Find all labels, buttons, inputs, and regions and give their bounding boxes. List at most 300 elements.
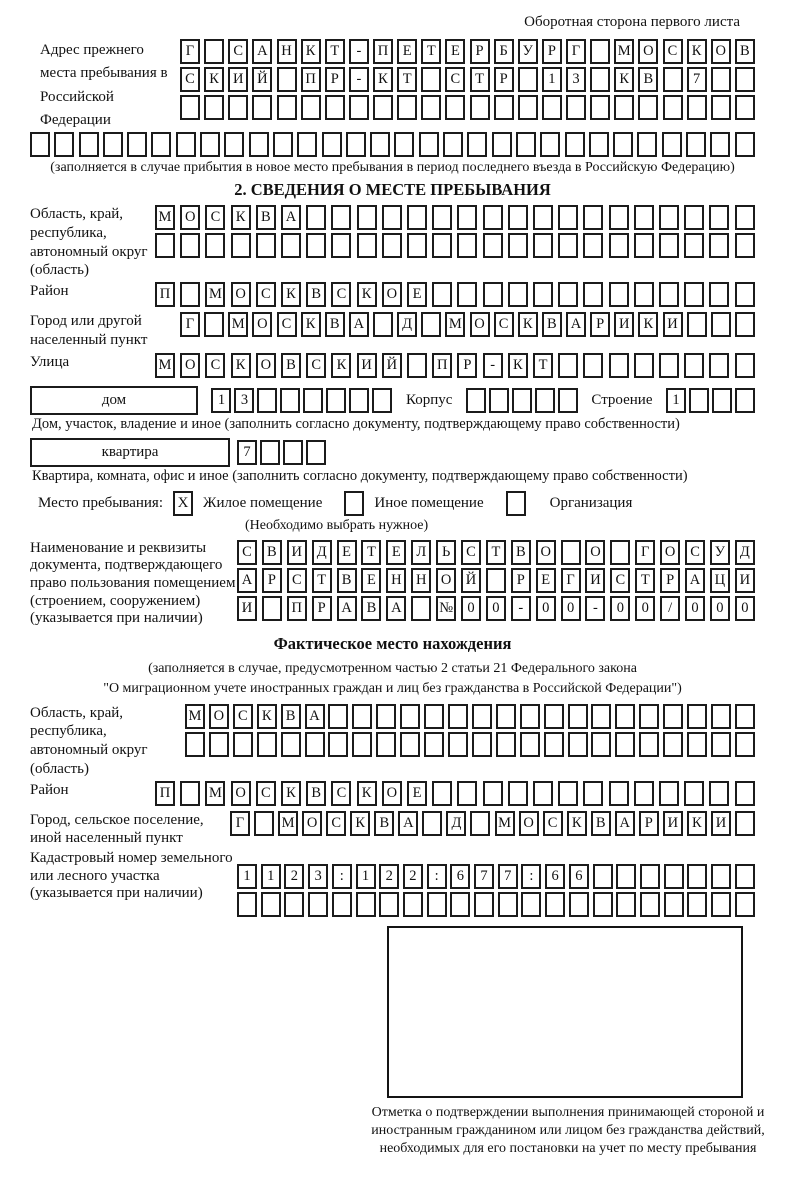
char-cell[interactable] bbox=[448, 704, 468, 729]
char-cell[interactable] bbox=[735, 811, 755, 836]
char-cell[interactable] bbox=[583, 282, 603, 307]
char-cell[interactable]: Е bbox=[337, 540, 357, 565]
char-cell[interactable]: Г bbox=[180, 39, 200, 64]
char-cell[interactable] bbox=[397, 95, 417, 120]
char-cell[interactable]: 7 bbox=[687, 67, 707, 92]
char-cell[interactable]: С bbox=[205, 205, 225, 230]
char-cell[interactable] bbox=[443, 132, 463, 157]
char-cell[interactable] bbox=[400, 732, 420, 757]
char-cell[interactable] bbox=[332, 892, 352, 917]
char-cell[interactable] bbox=[155, 233, 175, 258]
char-cell[interactable] bbox=[421, 312, 441, 337]
char-cell[interactable]: А bbox=[349, 312, 369, 337]
char-cell[interactable]: С bbox=[205, 353, 225, 378]
char-cell[interactable] bbox=[424, 704, 444, 729]
char-cell[interactable] bbox=[512, 388, 532, 413]
char-cell[interactable]: О bbox=[536, 540, 556, 565]
char-cell[interactable] bbox=[735, 67, 755, 92]
char-cell[interactable] bbox=[616, 864, 636, 889]
char-cell[interactable] bbox=[735, 233, 755, 258]
char-cell[interactable] bbox=[687, 95, 707, 120]
char-cell[interactable]: И bbox=[614, 312, 634, 337]
char-cell[interactable] bbox=[616, 892, 636, 917]
char-cell[interactable] bbox=[445, 95, 465, 120]
char-cell[interactable] bbox=[331, 205, 351, 230]
char-cell[interactable]: О bbox=[436, 568, 456, 593]
char-cell[interactable] bbox=[261, 892, 281, 917]
char-cell[interactable]: 0 bbox=[735, 596, 755, 621]
char-cell[interactable] bbox=[331, 233, 351, 258]
char-cell[interactable] bbox=[614, 95, 634, 120]
char-cell[interactable]: В bbox=[511, 540, 531, 565]
char-cell[interactable] bbox=[568, 704, 588, 729]
char-cell[interactable]: Ь bbox=[436, 540, 456, 565]
char-cell[interactable]: - bbox=[483, 353, 503, 378]
char-cell[interactable] bbox=[346, 132, 366, 157]
char-cell[interactable] bbox=[663, 704, 683, 729]
char-cell[interactable] bbox=[328, 704, 348, 729]
char-cell[interactable]: С bbox=[461, 540, 481, 565]
char-cell[interactable] bbox=[659, 781, 679, 806]
char-cell[interactable]: Р bbox=[494, 67, 514, 92]
char-cell[interactable] bbox=[709, 781, 729, 806]
char-cell[interactable] bbox=[735, 732, 755, 757]
char-cell[interactable]: Д bbox=[446, 811, 466, 836]
char-cell[interactable]: 2 bbox=[284, 864, 304, 889]
char-cell[interactable] bbox=[542, 95, 562, 120]
char-cell[interactable] bbox=[610, 540, 630, 565]
char-cell[interactable] bbox=[711, 312, 731, 337]
char-cell[interactable]: К bbox=[331, 353, 351, 378]
char-cell[interactable]: С bbox=[331, 282, 351, 307]
char-cell[interactable]: О bbox=[585, 540, 605, 565]
char-cell[interactable]: Т bbox=[533, 353, 553, 378]
char-cell[interactable] bbox=[357, 233, 377, 258]
char-cell[interactable] bbox=[686, 132, 706, 157]
char-cell[interactable]: М bbox=[278, 811, 298, 836]
char-cell[interactable]: Е bbox=[397, 39, 417, 64]
char-cell[interactable] bbox=[711, 95, 731, 120]
char-cell[interactable] bbox=[639, 732, 659, 757]
char-cell[interactable]: Е bbox=[407, 781, 427, 806]
char-cell[interactable] bbox=[303, 388, 323, 413]
char-cell[interactable]: 0 bbox=[461, 596, 481, 621]
char-cell[interactable] bbox=[634, 233, 654, 258]
char-cell[interactable]: О bbox=[256, 353, 276, 378]
char-cell[interactable]: В bbox=[638, 67, 658, 92]
char-cell[interactable] bbox=[403, 892, 423, 917]
char-cell[interactable]: Т bbox=[397, 67, 417, 92]
char-cell[interactable]: М bbox=[495, 811, 515, 836]
char-cell[interactable] bbox=[583, 781, 603, 806]
char-cell[interactable] bbox=[281, 732, 301, 757]
char-cell[interactable] bbox=[467, 132, 487, 157]
char-cell[interactable] bbox=[709, 233, 729, 258]
char-cell[interactable] bbox=[277, 67, 297, 92]
char-cell[interactable] bbox=[558, 233, 578, 258]
char-cell[interactable] bbox=[483, 282, 503, 307]
char-cell[interactable]: В bbox=[542, 312, 562, 337]
char-cell[interactable] bbox=[609, 282, 629, 307]
char-cell[interactable] bbox=[687, 312, 707, 337]
char-cell[interactable] bbox=[432, 781, 452, 806]
char-cell[interactable] bbox=[518, 95, 538, 120]
char-cell[interactable] bbox=[277, 95, 297, 120]
char-cell[interactable]: 0 bbox=[561, 596, 581, 621]
char-cell[interactable] bbox=[583, 353, 603, 378]
char-cell[interactable] bbox=[640, 864, 660, 889]
char-cell[interactable]: Г bbox=[180, 312, 200, 337]
char-cell[interactable]: Е bbox=[407, 282, 427, 307]
char-cell[interactable] bbox=[590, 67, 610, 92]
char-cell[interactable] bbox=[407, 233, 427, 258]
char-cell[interactable]: 1 bbox=[237, 864, 257, 889]
char-cell[interactable]: А bbox=[615, 811, 635, 836]
char-cell[interactable]: Д bbox=[735, 540, 755, 565]
char-cell[interactable] bbox=[356, 892, 376, 917]
char-cell[interactable]: 1 bbox=[261, 864, 281, 889]
char-cell[interactable] bbox=[457, 205, 477, 230]
char-cell[interactable]: П bbox=[287, 596, 307, 621]
char-cell[interactable] bbox=[450, 892, 470, 917]
char-cell[interactable] bbox=[569, 892, 589, 917]
stay-type-checkbox-other[interactable] bbox=[344, 491, 364, 516]
char-cell[interactable]: Д bbox=[397, 312, 417, 337]
char-cell[interactable] bbox=[558, 353, 578, 378]
char-cell[interactable] bbox=[533, 233, 553, 258]
char-cell[interactable]: Г bbox=[561, 568, 581, 593]
char-cell[interactable] bbox=[496, 732, 516, 757]
char-cell[interactable] bbox=[609, 233, 629, 258]
char-cell[interactable] bbox=[421, 95, 441, 120]
char-cell[interactable] bbox=[427, 892, 447, 917]
char-cell[interactable]: № bbox=[436, 596, 456, 621]
char-cell[interactable] bbox=[256, 233, 276, 258]
char-cell[interactable] bbox=[352, 732, 372, 757]
char-cell[interactable] bbox=[518, 67, 538, 92]
char-cell[interactable] bbox=[710, 132, 730, 157]
char-cell[interactable]: К bbox=[257, 704, 277, 729]
char-cell[interactable]: Б bbox=[494, 39, 514, 64]
char-cell[interactable]: О bbox=[180, 205, 200, 230]
char-cell[interactable]: Й bbox=[461, 568, 481, 593]
char-cell[interactable]: В bbox=[374, 811, 394, 836]
char-cell[interactable] bbox=[233, 732, 253, 757]
char-cell[interactable] bbox=[496, 704, 516, 729]
char-cell[interactable] bbox=[561, 540, 581, 565]
char-cell[interactable] bbox=[457, 233, 477, 258]
char-cell[interactable] bbox=[185, 732, 205, 757]
char-cell[interactable] bbox=[308, 892, 328, 917]
char-cell[interactable]: 7 bbox=[474, 864, 494, 889]
char-cell[interactable] bbox=[735, 282, 755, 307]
char-cell[interactable]: К bbox=[567, 811, 587, 836]
char-cell[interactable] bbox=[711, 892, 731, 917]
char-cell[interactable] bbox=[735, 892, 755, 917]
char-cell[interactable] bbox=[583, 205, 603, 230]
char-cell[interactable]: Т bbox=[361, 540, 381, 565]
char-cell[interactable] bbox=[687, 864, 707, 889]
char-cell[interactable]: : bbox=[427, 864, 447, 889]
char-cell[interactable]: / bbox=[660, 596, 680, 621]
char-cell[interactable]: 2 bbox=[379, 864, 399, 889]
char-cell[interactable] bbox=[273, 132, 293, 157]
char-cell[interactable] bbox=[472, 704, 492, 729]
char-cell[interactable] bbox=[711, 704, 731, 729]
char-cell[interactable] bbox=[709, 282, 729, 307]
char-cell[interactable] bbox=[180, 95, 200, 120]
char-cell[interactable]: 2 bbox=[403, 864, 423, 889]
char-cell[interactable]: Р bbox=[590, 312, 610, 337]
char-cell[interactable] bbox=[252, 95, 272, 120]
char-cell[interactable]: Р bbox=[312, 596, 332, 621]
char-cell[interactable]: - bbox=[585, 596, 605, 621]
char-cell[interactable]: В bbox=[281, 353, 301, 378]
char-cell[interactable]: Р bbox=[542, 39, 562, 64]
char-cell[interactable]: И bbox=[735, 568, 755, 593]
char-cell[interactable]: А bbox=[685, 568, 705, 593]
char-cell[interactable]: Ц bbox=[710, 568, 730, 593]
char-cell[interactable]: К bbox=[231, 353, 251, 378]
char-cell[interactable] bbox=[376, 704, 396, 729]
char-cell[interactable]: И bbox=[711, 811, 731, 836]
char-cell[interactable] bbox=[394, 132, 414, 157]
char-cell[interactable] bbox=[558, 282, 578, 307]
char-cell[interactable] bbox=[470, 811, 490, 836]
char-cell[interactable] bbox=[709, 353, 729, 378]
char-cell[interactable]: Р bbox=[470, 39, 490, 64]
char-cell[interactable] bbox=[472, 732, 492, 757]
char-cell[interactable] bbox=[659, 353, 679, 378]
char-cell[interactable]: С bbox=[277, 312, 297, 337]
char-cell[interactable] bbox=[634, 205, 654, 230]
char-cell[interactable]: 3 bbox=[566, 67, 586, 92]
char-cell[interactable]: М bbox=[205, 282, 225, 307]
char-cell[interactable]: М bbox=[445, 312, 465, 337]
char-cell[interactable] bbox=[407, 205, 427, 230]
char-cell[interactable]: 0 bbox=[536, 596, 556, 621]
char-cell[interactable]: В bbox=[325, 312, 345, 337]
char-cell[interactable]: 7 bbox=[498, 864, 518, 889]
char-cell[interactable] bbox=[260, 440, 280, 465]
char-cell[interactable] bbox=[735, 312, 755, 337]
char-cell[interactable] bbox=[735, 353, 755, 378]
char-cell[interactable]: К bbox=[687, 811, 707, 836]
char-cell[interactable]: К bbox=[301, 39, 321, 64]
char-cell[interactable] bbox=[432, 282, 452, 307]
char-cell[interactable]: Й bbox=[382, 353, 402, 378]
char-cell[interactable]: 3 bbox=[234, 388, 254, 413]
char-cell[interactable] bbox=[483, 205, 503, 230]
char-cell[interactable] bbox=[583, 233, 603, 258]
char-cell[interactable]: 6 bbox=[569, 864, 589, 889]
char-cell[interactable]: М bbox=[228, 312, 248, 337]
char-cell[interactable] bbox=[349, 388, 369, 413]
char-cell[interactable]: М bbox=[185, 704, 205, 729]
char-cell[interactable] bbox=[508, 282, 528, 307]
char-cell[interactable] bbox=[486, 568, 506, 593]
char-cell[interactable]: В bbox=[337, 568, 357, 593]
char-cell[interactable] bbox=[448, 732, 468, 757]
char-cell[interactable] bbox=[711, 67, 731, 92]
char-cell[interactable]: И bbox=[287, 540, 307, 565]
char-cell[interactable]: М bbox=[155, 205, 175, 230]
char-cell[interactable]: О bbox=[711, 39, 731, 64]
char-cell[interactable] bbox=[180, 781, 200, 806]
char-cell[interactable] bbox=[422, 811, 442, 836]
char-cell[interactable] bbox=[568, 732, 588, 757]
char-cell[interactable]: Е bbox=[445, 39, 465, 64]
char-cell[interactable] bbox=[684, 353, 704, 378]
char-cell[interactable] bbox=[306, 205, 326, 230]
char-cell[interactable]: И bbox=[357, 353, 377, 378]
char-cell[interactable]: Т bbox=[635, 568, 655, 593]
char-cell[interactable] bbox=[328, 732, 348, 757]
char-cell[interactable]: Г bbox=[635, 540, 655, 565]
char-cell[interactable] bbox=[352, 704, 372, 729]
char-cell[interactable] bbox=[237, 892, 257, 917]
char-cell[interactable] bbox=[373, 312, 393, 337]
char-cell[interactable] bbox=[689, 388, 709, 413]
char-cell[interactable] bbox=[521, 892, 541, 917]
char-cell[interactable]: К bbox=[350, 811, 370, 836]
char-cell[interactable] bbox=[284, 892, 304, 917]
char-cell[interactable] bbox=[558, 781, 578, 806]
char-cell[interactable]: С bbox=[256, 781, 276, 806]
char-cell[interactable]: С bbox=[228, 39, 248, 64]
char-cell[interactable]: С bbox=[306, 353, 326, 378]
char-cell[interactable] bbox=[372, 388, 392, 413]
char-cell[interactable]: 7 bbox=[237, 440, 257, 465]
char-cell[interactable] bbox=[79, 132, 99, 157]
char-cell[interactable]: О bbox=[180, 353, 200, 378]
char-cell[interactable] bbox=[262, 596, 282, 621]
char-cell[interactable] bbox=[712, 388, 732, 413]
char-cell[interactable] bbox=[30, 132, 50, 157]
char-cell[interactable] bbox=[180, 233, 200, 258]
char-cell[interactable]: Р bbox=[262, 568, 282, 593]
char-cell[interactable]: К bbox=[357, 282, 377, 307]
char-cell[interactable]: О bbox=[302, 811, 322, 836]
char-cell[interactable]: А bbox=[386, 596, 406, 621]
char-cell[interactable] bbox=[306, 440, 326, 465]
char-cell[interactable]: О bbox=[209, 704, 229, 729]
char-cell[interactable] bbox=[281, 233, 301, 258]
char-cell[interactable] bbox=[590, 95, 610, 120]
char-cell[interactable] bbox=[204, 95, 224, 120]
char-cell[interactable] bbox=[558, 388, 578, 413]
char-cell[interactable]: Н bbox=[277, 39, 297, 64]
char-cell[interactable] bbox=[615, 704, 635, 729]
char-cell[interactable] bbox=[684, 205, 704, 230]
char-cell[interactable]: В bbox=[281, 704, 301, 729]
char-cell[interactable] bbox=[376, 732, 396, 757]
char-cell[interactable] bbox=[609, 781, 629, 806]
char-cell[interactable] bbox=[637, 132, 657, 157]
char-cell[interactable]: Р bbox=[639, 811, 659, 836]
char-cell[interactable]: О bbox=[660, 540, 680, 565]
char-cell[interactable]: П bbox=[301, 67, 321, 92]
char-cell[interactable] bbox=[591, 704, 611, 729]
char-cell[interactable] bbox=[421, 67, 441, 92]
char-cell[interactable]: 6 bbox=[450, 864, 470, 889]
char-cell[interactable]: 6 bbox=[545, 864, 565, 889]
char-cell[interactable] bbox=[711, 732, 731, 757]
char-cell[interactable] bbox=[432, 233, 452, 258]
char-cell[interactable] bbox=[508, 233, 528, 258]
char-cell[interactable]: 1 bbox=[356, 864, 376, 889]
char-cell[interactable] bbox=[533, 282, 553, 307]
char-cell[interactable]: Р bbox=[325, 67, 345, 92]
char-cell[interactable] bbox=[489, 388, 509, 413]
char-cell[interactable]: Н bbox=[411, 568, 431, 593]
char-cell[interactable] bbox=[659, 205, 679, 230]
char-cell[interactable]: К bbox=[281, 282, 301, 307]
char-cell[interactable]: С bbox=[233, 704, 253, 729]
char-cell[interactable] bbox=[305, 732, 325, 757]
char-cell[interactable]: В bbox=[256, 205, 276, 230]
char-cell[interactable]: И bbox=[663, 312, 683, 337]
char-cell[interactable] bbox=[419, 132, 439, 157]
char-cell[interactable]: 1 bbox=[542, 67, 562, 92]
char-cell[interactable] bbox=[224, 132, 244, 157]
char-cell[interactable]: О bbox=[231, 282, 251, 307]
char-cell[interactable]: Н bbox=[386, 568, 406, 593]
char-cell[interactable] bbox=[535, 388, 555, 413]
char-cell[interactable] bbox=[127, 132, 147, 157]
char-cell[interactable] bbox=[544, 704, 564, 729]
char-cell[interactable] bbox=[257, 732, 277, 757]
char-cell[interactable] bbox=[684, 233, 704, 258]
char-cell[interactable]: У bbox=[710, 540, 730, 565]
char-cell[interactable] bbox=[54, 132, 74, 157]
char-cell[interactable] bbox=[640, 892, 660, 917]
char-cell[interactable]: Т bbox=[470, 67, 490, 92]
char-cell[interactable] bbox=[663, 95, 683, 120]
char-cell[interactable]: - bbox=[511, 596, 531, 621]
char-cell[interactable] bbox=[231, 233, 251, 258]
char-cell[interactable]: П bbox=[373, 39, 393, 64]
char-cell[interactable] bbox=[228, 95, 248, 120]
char-cell[interactable] bbox=[508, 205, 528, 230]
char-cell[interactable]: К bbox=[204, 67, 224, 92]
char-cell[interactable]: 3 bbox=[308, 864, 328, 889]
char-cell[interactable] bbox=[205, 233, 225, 258]
char-cell[interactable]: - bbox=[349, 39, 369, 64]
char-cell[interactable] bbox=[609, 205, 629, 230]
char-cell[interactable]: В bbox=[361, 596, 381, 621]
char-cell[interactable]: А bbox=[237, 568, 257, 593]
char-cell[interactable] bbox=[735, 864, 755, 889]
char-cell[interactable] bbox=[591, 732, 611, 757]
char-cell[interactable]: О bbox=[382, 282, 402, 307]
char-cell[interactable]: В bbox=[306, 282, 326, 307]
char-cell[interactable] bbox=[382, 205, 402, 230]
char-cell[interactable]: С bbox=[287, 568, 307, 593]
char-cell[interactable] bbox=[533, 205, 553, 230]
char-cell[interactable]: Р bbox=[660, 568, 680, 593]
char-cell[interactable] bbox=[254, 811, 274, 836]
char-cell[interactable] bbox=[735, 704, 755, 729]
char-cell[interactable]: С bbox=[180, 67, 200, 92]
char-cell[interactable]: Р bbox=[511, 568, 531, 593]
char-cell[interactable] bbox=[325, 95, 345, 120]
char-cell[interactable] bbox=[470, 95, 490, 120]
char-cell[interactable] bbox=[432, 205, 452, 230]
char-cell[interactable] bbox=[498, 892, 518, 917]
char-cell[interactable]: У bbox=[518, 39, 538, 64]
char-cell[interactable] bbox=[400, 704, 420, 729]
